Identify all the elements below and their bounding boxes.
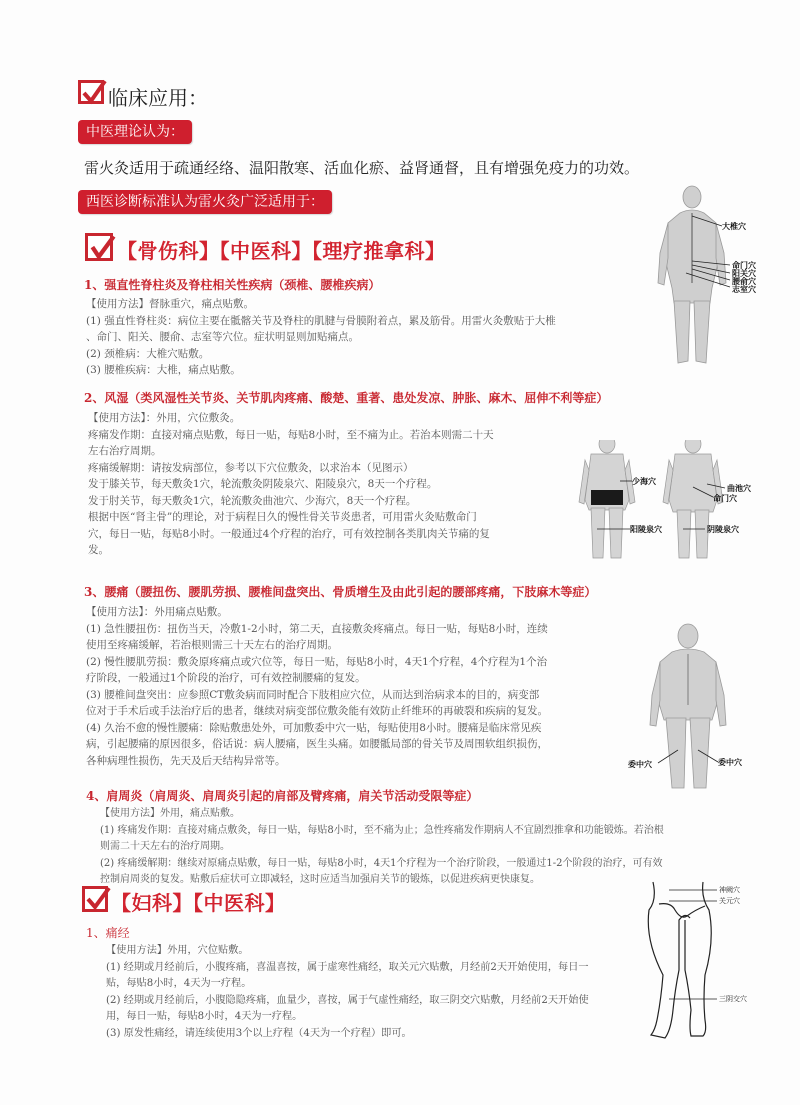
- acupoint-label: 大椎穴: [722, 222, 746, 231]
- western-diagnosis-badge: 西医诊断标准认为雷火灸广泛适用于：: [78, 190, 332, 214]
- section-title: 1、强直性脊柱炎及脊柱相关性疾病（颈椎、腰椎疾病）: [84, 278, 381, 292]
- acupoint-label: 命门穴: [713, 494, 737, 503]
- section-title: 2、风湿（类风湿性关节炎、关节肌肉疼痛、酸楚、重著、患处发凉、肿胀、麻木、屈伸不利等症）: [84, 391, 609, 405]
- section-body: 【使用方法】：外用痛点贴敷。 (1) 急性腰扭伤：扭伤当天，冷敷1-2小时，第二天，直接敷灸疼痛点。每日一贴，每贴8小时，连续 使用至疼痛缓解，若治根则需三十天左右的治疗周期。 (2) 慢性腰肌劳损：敷灸原疼痛点或穴位等，每日一贴，每贴8小时，4天1个疗程，4个疗程为1个治 疗阶段，一般通过1个阶段的治疗，可有效控制腰痛的复发。 (3) 腰椎间盘突出：应参照CT敷灸病而同时配合下肢相应穴位，从而达到治病求本的目的，病变部 位对于手术后或手法治疗后的患者，继续对病变部位敷灸能有效防止纤维环的再破裂和疾病的复发。 (4) 久治不愈的慢性腰痛：除贴敷患处外，可加敷委中穴一贴，每贴使用8小时。腰痛是临床常见疾 病，引起腰痛的原因很多，俗话说：病人腰痛，医生头痛。如腰骶局部的骨关节及周围软组织损伤， 各种病理性损伤，先天及后天结构异常等。: [86, 606, 548, 767]
- section-body: 【使用方法】督脉重穴，痛点贴敷。 (1) 强直性脊柱炎：病位主要在骶髂关节及脊柱的肌腱与骨膜附着点，累及筋骨。用雷火灸敷贴于大椎 、命门、阳关、腰俞、志室等穴位。症状明显则加贴痛点。 (2) 颈椎病：大椎穴贴敷。 (3) 腰椎疾病：大椎，痛点贴敷。: [86, 298, 556, 376]
- page-title: 临床应用：: [108, 86, 208, 110]
- acupoint-label: 三阴交穴: [719, 995, 747, 1003]
- acupoint-label: 阳陵泉穴: [630, 525, 662, 534]
- section-title: 3、腰痛（腰扭伤、腰肌劳损、腰椎间盘突出、骨质增生及由此引起的腰部疼痛，下肢麻木等症）: [84, 585, 597, 599]
- acupoint-label: 志室穴: [732, 285, 756, 294]
- tcm-theory-badge: 中医理论认为：: [78, 120, 192, 144]
- tcm-statement: 雷火灸适用于疏通经络、温阳散寒、活血化瘀、益肾通督，且有增强免疫力的功效。: [84, 159, 640, 177]
- legs-acupoints-figure: [645, 880, 790, 1045]
- acupoint-label: 委中穴: [628, 760, 652, 769]
- acupoint-label: 腰俞穴: [732, 277, 756, 286]
- back-legs-acupoints-figure: [620, 620, 790, 790]
- acupoint-label: 命门穴: [732, 261, 756, 270]
- checkbox-icon: [85, 233, 113, 261]
- acupoint-label: 关元穴: [719, 897, 740, 905]
- acupoint-label: 委中穴: [718, 758, 742, 767]
- front-back-acupoints-figure: [575, 440, 790, 565]
- checkbox-icon: [82, 886, 108, 912]
- category-title-orthopedics: 【骨伤科】【中医科】【理疗推拿科】: [117, 239, 446, 263]
- section-body: 【使用方法】外用，痛点贴敷。 (1) 疼痛发作期：直接对痛点敷灸，每日一贴，每贴8小时，至不痛为止；急性疼痛发作期病人不宜剧烈推拿和功能锻炼。若治根 则需二十天左右的治疗周期。 (2) 疼痛缓解期：继续对原痛点贴敷，每日一贴，每贴8小时，4天1个疗程为一个治疗阶段，一般通过1-2个阶段的治疗，可有效 控制肩周炎的复发。贴敷后症状可立即减轻，这时应适当加强肩关节的锻炼，以促进疾病更快康复。: [100, 808, 664, 885]
- checkbox-icon: [78, 80, 104, 104]
- section-body: 【使用方法】外用，穴位贴敷。 (1) 经期或月经前后，小腹疼痛，喜温喜按，属于虚寒性痛经，取关元穴贴敷，月经前2天开始使用，每日一 贴，每贴8小时，4天为一疗程。 (2) 经期或月经前后，小腹隐隐疼痛，血量少，喜按，属于气虚性痛经，取三阴交穴贴敷，月经前2天开始使 用，每日一贴，每贴8小时，4天为一疗程。 (3) 原发性痛经，请连续使用3个以上疗程（4天为一个疗程）即可。: [106, 945, 589, 1039]
- acupoint-label: 少海穴: [632, 477, 656, 486]
- acupoint-label: 曲池穴: [727, 484, 751, 493]
- section-body: 【使用方法】：外用，穴位敷灸。 疼痛发作期：直接对痛点贴敷，每日一贴，每贴8小时，至不痛为止。若治本则需二十天 左右治疗周期。 疼痛缓解期：请按发病部位，参考以下穴位敷灸，以求治本（见图示） 发于膝关节，每天敷灸1穴，轮流敷灸阴陵泉穴、阳陵泉穴，8天一个疗程。 发于肘关节，每天敷灸1穴，轮流敷灸曲池穴、少海穴，8天一个疗程。 根据中医“肾主骨”的理论，对于病程日久的慢性骨关节炎患者，可用雷火灸贴敷命门 穴，每日一贴，每贴8小时。一般通过4个疗程的治疗，可有效控制各类肌肉关节痛的复 发。: [88, 412, 494, 556]
- acupoint-label: 阴陵泉穴: [707, 525, 739, 534]
- acupoint-label: 阳关穴: [732, 269, 756, 278]
- section-title: 4、肩周炎（肩周炎、肩周炎引起的肩部及臂疼痛，肩关节活动受限等症）: [86, 789, 479, 803]
- back-acupoints-figure: [650, 183, 790, 368]
- category-title-gynecology: 【妇科】【中医科】: [111, 891, 286, 915]
- acupoint-label: 神阙穴: [719, 886, 740, 894]
- section-title: 1、痛经: [86, 926, 130, 940]
